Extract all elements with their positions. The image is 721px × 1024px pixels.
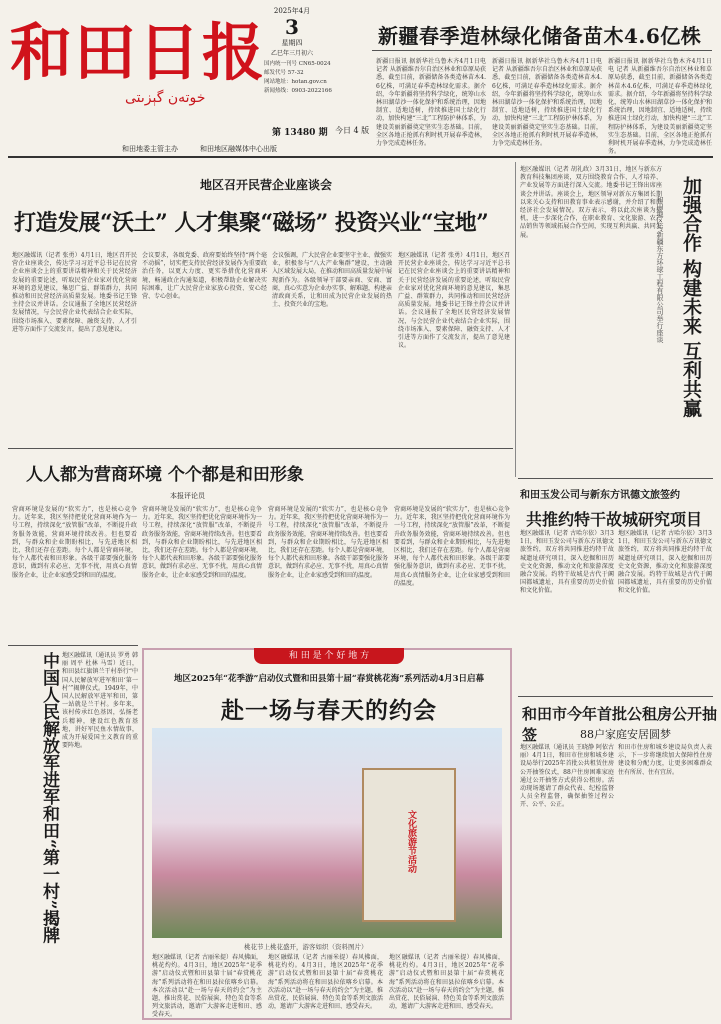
- issue-label: 第 13480 期: [272, 128, 328, 138]
- left-col-text: 地区融媒讯（通讯员 罗勇 韩丽 周平 杜林 马雪）近日，和田县红旗镇兰干村举行“中国人民解放军进军和田‘第一村’”揭牌仪式。1949年，中国人民解放军进军和田，第一站就是兰干村。多年来，该村传承红色基因，弘扬老兵精神，建设红色教育基地，讲好军民鱼水情故事，成为开展爱国主义教育的重要阵地。: [62, 652, 138, 750]
- top-story-title: 新疆春季造林绿化储备苗木4.6亿株: [378, 24, 702, 48]
- commentary-title: 人人都为营商环境 个个都是和田形象: [26, 465, 304, 485]
- lunar-date: 乙巳年三月初六: [270, 50, 313, 57]
- photo-sign-text: 文化旅游节活动: [406, 810, 416, 873]
- commentary-text-4: 营商环境是发展的“软实力”，也是核心竞争力。近年来，我区坚持把优化营商环境作为一号工程，持续深化“放管服”改革，不断提升政务服务效能，营商环境持续改善。但也要看到，与群众和企业期盼相比，与先进地区相比，我们还存在差距。每个人都是营商环境，每个人都代表和田形象。各级干部要强化服务意识，做到有求必应、无事不扰，用真心真情服务企业，让企业家感受到和田的温度。: [394, 506, 510, 587]
- masthead-title: 和田日报: [10, 16, 267, 89]
- weekday: 星期四: [281, 39, 303, 47]
- right-mid-title: 和田玉发公司与新东方讯德文旅签约: [520, 490, 680, 501]
- right-top-text: 地区融媒讯（记者 胡礼政）3月31日，地区与新东方教育科技集团座谈，双方围绕教育合作、人才培养、产业发展等方面进行深入交流。地委书记王锋出席座谈会并讲话。座谈会上，地区领导对新东方集团长期以来关心支持和田教育事业表示感谢，并介绍了和田经济社会发展情况。双方表示，将以此次座谈为契机，进一步深化合作，在职业教育、文化旅游、农产品销售等领域拓展合作空间，实现互利共赢、共同发展。: [520, 166, 662, 239]
- photo-sign: [362, 768, 456, 922]
- right-mid-headline: 共推约特干故城研究项目: [526, 510, 703, 529]
- website: 网站地址：hotan.gov.cn: [264, 79, 327, 85]
- commentary-text-2: 营商环境是发展的“软实力”，也是核心竞争力。近年来，我区坚持把优化营商环境作为一号工程，持续深化“放管服”改革，不断提升政务服务效能，营商环境持续改善。但也要看到，与群众和企业期盼相比，与先进地区相比，我们还存在差距。每个人都是营商环境，每个人都代表和田形象。各级干部要强化服务意识，做到有求必应、无事不扰，用真心真情服务企业，让企业家感受到和田的温度。: [142, 506, 263, 579]
- top-story-text-1: 新疆日报讯 据新华社乌鲁木齐4月1日电 记者 从新疆维吾尔自治区林业和草原局获悉，截至目前，新疆储备各类造林苗木4.6亿株，可满足春季造林绿化需求。据介绍，今年新疆将坚持科学绿化，统筹山水林田湖草沙一体化保护和系统治理，因地制宜、适地适树，持续推进国土绿化行动，加快构建“三北”工程防护林体系，为建设美丽新疆奠定坚实生态基础。目前，全区各地正抢抓有利时机开展春季造林，力争完成造林任务。: [376, 58, 486, 148]
- right-low-title: 和田市今年首批公租房公开抽签: [522, 705, 718, 744]
- commentary-byline: 本报评论员: [170, 492, 205, 500]
- postal-code: 邮发代号 57-32: [264, 70, 304, 76]
- feature-box: [142, 648, 512, 1020]
- feature-title: 赴一场与春天的约会: [221, 697, 437, 724]
- lead-title: 打造发展“沃土” 人才集聚“磁场” 投资兴业“宝地”: [14, 210, 489, 236]
- right-low-text-1: 地区融媒讯（通讯员 王晓静 阿依古丽）4月1日，和田市住房和城乡建设局举行2025年首批公共租赁住房公开抽签仪式，88户住房困难家庭通过公开抽签方式获得公租房。活动现场邀请了群众代表、纪检监督人员全程监督，确保抽签过程公开、公平、公正。: [520, 744, 614, 809]
- top-story-text-2: 新疆日报讯 据新华社乌鲁木齐4月1日电 记者 从新疆维吾尔自治区林业和草原局获悉，截至目前，新疆储备各类造林苗木4.6亿株，可满足春季造林绿化需求。据介绍，今年新疆将坚持科学绿化，统筹山水林田湖草沙一体化保护和系统治理，因地制宜、适地适树，持续推进国土绿化行动，加快构建“三北”工程防护林体系，为建设美丽新疆奠定坚实生态基础。目前，全区各地正抢抓有利时机开展春季造林，力争完成造林任务。: [492, 58, 602, 148]
- hotline: 新闻热线：0903-2022166: [264, 88, 332, 94]
- right-top-title: 加强合作 构建未来 互利共赢: [680, 176, 702, 418]
- date-year-month: 2025年4月: [273, 7, 311, 15]
- lead-text-1: 地区融媒讯（记者 张勇）4月1日，地区召开民营企业座谈会，传达学习习近平总书记在民营企业座谈会上的重要讲话精神和关于民营经济发展的重要论述，听取民营企业家对优化营商环境的意见建议，集思广益、群策群力，共同推动和田民营经济高质量发展。地委书记王锋主持会议并讲话。会议通报了全地区民营经济发展情况，与会民营企业代表结合企业实际，围绕市场准入、要素保障、融资支持、人才引进等方面作了交流发言，提出了意见建议。: [12, 252, 137, 333]
- pub-info: [264, 60, 356, 96]
- feature-caption: 桃花节上桃花盛开，游客如织（资料图片）: [244, 943, 368, 951]
- right-low-text-2: 和田市住房和城乡建设局负责人表示，下一步将继续加大保障性住房建设和分配力度，让更多困难群众住有所居、住有宜居。: [618, 744, 712, 776]
- feature-kicker: 地区2025年“花季游”启动仪式暨和田县第十届“春赏桃花海”系列活动4月3日启幕: [173, 674, 485, 684]
- feature-text-2: 地区融媒讯（记者 古丽米提）春风拂面，桃花灼灼。4月3日，地区2025年“花季游”启动仪式暨和田县第十届“春赏桃花海”系列活动将在和田县拉依喀乡启幕。本次活动以“赴一场与春天的约会”为主题，推出赏花、民俗展演、特色美食等系列文旅活动，邀请广大游客走进和田、感受春天。: [268, 954, 383, 1011]
- right-mid-text-2: 地区融媒讯（记者 古哈尔依）3月31日，和田玉发公司与新东方讯德文旅签约，双方将共同推进约特干故城遗址研究项目，深入挖掘和田历史文化资源，推动文化和旅游深度融合发展。约特干故城是古代于阗国都城遗址，具有重要的历史价值和文化价值。: [618, 530, 712, 595]
- commentary-text-3: 营商环境是发展的“软实力”，也是核心竞争力。近年来，我区坚持把优化营商环境作为一号工程，持续深化“放管服”改革，不断提升政务服务效能，营商环境持续改善。但也要看到，与群众和企业期盼相比，与先进地区相比，我们还存在差距。每个人都是营商环境，每个人都代表和田形象。各级干部要强化服务意识，做到有求必应、无事不扰，用真心真情服务企业，让企业家感受到和田的温度。: [268, 506, 389, 579]
- date-box: [264, 6, 320, 57]
- top-story-text-3: 新疆日报讯 据新华社乌鲁木齐4月1日电 记者 从新疆维吾尔自治区林业和草原局获悉，截至目前，新疆储备各类造林苗木4.6亿株，可满足春季造林绿化需求。据介绍，今年新疆将坚持科学绿化，统筹山水林田湖草沙一体化保护和系统治理，因地制宜、适地适树，持续推进国土绿化行动，加快构建“三北”工程防护林体系，为建设美丽新疆奠定坚实生态基础。目前，全区各地正抢抓有利时机开展春季造林，力争完成造林任务。: [608, 58, 712, 156]
- cn-code: 国内统一刊号 CN65-0024: [264, 61, 331, 67]
- feature-text-1: 地区融媒讯（记者 古丽米提）春风拂面，桃花灼灼。4月3日，地区2025年“花季游”启动仪式暨和田县第十届“春赏桃花海”系列活动将在和田县拉依喀乡启幕。本次活动以“赴一场与春天的约会”为主题，推出赏花、民俗展演、特色美食等系列文旅活动，邀请广大游客走进和田、感受春天。: [152, 954, 262, 1019]
- left-col-title: 中国人民解放军进军和田“第一村”揭牌: [39, 652, 59, 944]
- right-top-subtitle: 和田地区与新疆东方环球工程有限公司举行座谈: [656, 196, 664, 343]
- lead-text-3: 会议强调，广大民营企业要坚守主业、做强实业，积极参与“八大产业集群”建设，主动融入区域发展大局，在推动和田高质量发展中展现新作为。各级领导干部要亲商、安商、富商，真心实意为企业办实事、解难题，构建亲清政商关系，让和田成为民营企业发展的热土、投资兴业的宝地。: [272, 252, 393, 309]
- lead-text-2: 会议要求，各级党委、政府要始终坚持“两个毫不动摇”，切实把支持民营经济发展作为重要政治任务，以更大力度、更实举措优化营商环境，畅通政企沟通渠道，积极帮助企业解决实际困难，让广大民营企业家放心投资、安心经营、专心创业。: [142, 252, 267, 301]
- feature-photo: [152, 728, 502, 938]
- feature-text-3: 地区融媒讯（记者 古丽米提）春风拂面，桃花灼灼。4月3日，地区2025年“花季游”启动仪式暨和田县第十届“春赏桃花海”系列活动将在和田县拉依喀乡启幕。本次活动以“赴一场与春天的约会”为主题，推出赏花、民俗展演、特色美食等系列文旅活动，邀请广大游客走进和田、感受春天。: [389, 954, 504, 1011]
- date-day: 3: [285, 15, 299, 39]
- commentary-text-1: 营商环境是发展的“软实力”，也是核心竞争力。近年来，我区坚持把优化营商环境作为一号工程，持续深化“放管服”改革，不断提升政务服务效能，营商环境持续改善。但也要看到，与群众和企业期盼相比，与先进地区相比，我们还存在差距。每个人都是营商环境，每个人都代表和田形象。各级干部要强化服务意识，做到有求必应、无事不扰，用真心真情服务企业，让企业家感受到和田的温度。: [12, 506, 137, 579]
- lead-text-4: 地区融媒讯（记者 张勇）4月1日，地区召开民营企业座谈会，传达学习习近平总书记在民营企业座谈会上的重要讲话精神和关于民营经济发展的重要论述，听取民营企业家对优化营商环境的意见建议，集思广益、群策群力，共同推动和田民营经济高质量发展。地委书记王锋主持会议并讲话。会议通报了全地区民营经济发展情况，与会民营企业代表结合企业实际，围绕市场准入、要素保障、融资支持、人才引进等方面作了交流发言，提出了意见建议。: [398, 252, 510, 350]
- masthead-uyghur: خوتەن گېزىتى: [125, 90, 206, 106]
- right-low-headline: 88户家庭安居圆梦: [580, 728, 671, 741]
- lead-kicker: 地区召开民营企业座谈会: [200, 178, 333, 192]
- edition-type: 今日 4 版: [335, 126, 370, 135]
- publisher2: 和田地区融媒体中心出版: [200, 145, 277, 153]
- right-mid-text-1: 地区融媒讯（记者 古哈尔依）3月31日，和田玉发公司与新东方讯德文旅签约，双方将共同推进约特干故城遗址研究项目，深入挖掘和田历史文化资源，推动文化和旅游深度融合发展。约特干故城是古代于阗国都城遗址，具有重要的历史价值和文化价值。: [520, 530, 614, 595]
- feature-banner: 和 田 是 个 好 地 方: [254, 648, 404, 664]
- publisher: 和田地委主管主办: [122, 145, 178, 153]
